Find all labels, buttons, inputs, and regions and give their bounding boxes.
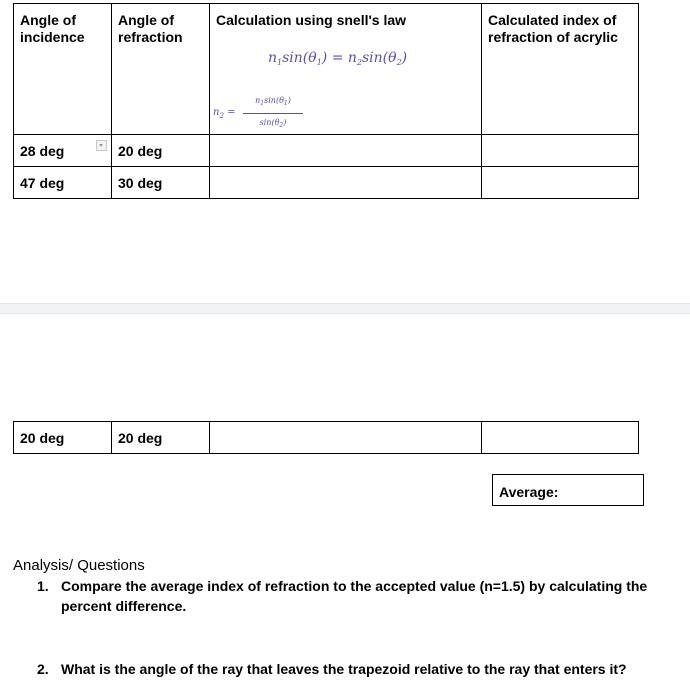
cell-incidence[interactable] [14, 135, 112, 167]
cell-incidence[interactable]: 47 deg [14, 167, 112, 199]
question-number: 2. [37, 661, 49, 677]
question-text: What is the angle of the ray that leaves the trapezoid relative to the ray that enters it? [61, 661, 627, 677]
cell-calculation[interactable] [210, 167, 482, 199]
data-table-2 [13, 421, 639, 454]
header-calculated-index: Calculated index of refraction of acrylic [482, 4, 639, 135]
cell-calculation[interactable] [210, 135, 482, 167]
snells-law-equation: $n_1\sin(\theta_1) = n_2\sin(\theta_2)$ [268, 50, 408, 67]
question-2 [37, 659, 661, 679]
header-angle-of-refraction: Angle of refraction [112, 4, 210, 135]
analysis-title: Analysis/ Questions [13, 557, 145, 574]
question-1 [37, 576, 661, 616]
header-angle-of-incidence: Angle of incidence [14, 4, 112, 135]
cell-calculation[interactable] [210, 422, 482, 454]
cell-index[interactable] [482, 167, 639, 199]
average-box[interactable] [492, 474, 644, 506]
header-calculation: Calculation using snell's law $n_1\sin(\theta_1) = n_2\sin(\theta_2)$ $n_2$ = $\frac{n_1\sin(\theta_1)}{\sin(\theta_2)}$ [210, 4, 482, 135]
question-number: 1. [37, 578, 49, 594]
question-text: Compare the average index of refraction to the accepted value (n=1.5) by calculating the percent difference. [61, 578, 648, 614]
cell-index[interactable] [482, 422, 639, 454]
cell-refraction[interactable]: 20 deg [112, 422, 210, 454]
data-table-1 [13, 3, 639, 199]
header-calculation-label: Calculation using snell's law [216, 12, 407, 28]
incidence-value: 28 deg [20, 143, 65, 159]
cell-incidence[interactable]: 20 deg [14, 422, 112, 454]
average-label: Average: [499, 484, 559, 500]
cell-index[interactable] [482, 135, 639, 167]
cell-refraction[interactable]: 20 deg [112, 135, 210, 167]
cell-refraction[interactable]: 30 deg [112, 167, 210, 199]
dropdown-arrow-icon[interactable] [96, 140, 107, 151]
page-break [0, 303, 690, 314]
